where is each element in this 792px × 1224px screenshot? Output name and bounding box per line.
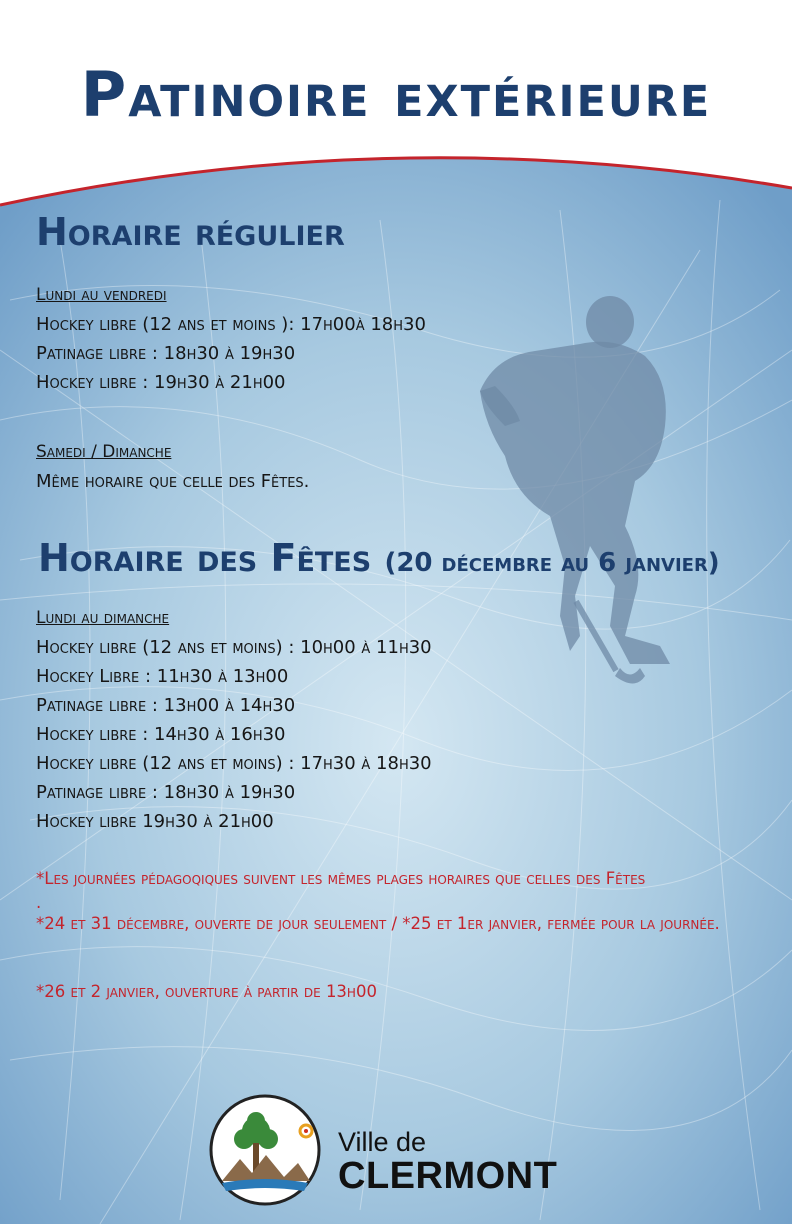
schedule-line: Hockey libre : 14h30 à 16h30 bbox=[36, 724, 286, 745]
note-pedagogic-days: *Les journées pédagoqiques suivent les mêmes plages horaires que celles des Fêtes bbox=[36, 869, 646, 888]
weekend-schedule bbox=[36, 438, 309, 496]
schedule-line: Même horaire que celle des Fêtes. bbox=[36, 471, 310, 492]
page-title: Patinoire extérieure bbox=[80, 58, 712, 131]
schedule-line: Hockey libre 19h30 à 21h00 bbox=[36, 811, 274, 832]
holiday-dates: (20 décembre au 6 janvier) bbox=[384, 548, 720, 578]
holiday-schedule-heading bbox=[38, 536, 720, 580]
note-january-opening: *26 et 2 janvier, ouverture à partir de 13h00 bbox=[36, 982, 377, 1001]
logo-text-clermont: CLERMONT bbox=[338, 1155, 558, 1197]
schedule-line: Hockey libre (12 ans et moins) : 17h30 à 18h30 bbox=[36, 753, 432, 774]
note-dot: . bbox=[36, 893, 42, 912]
schedule-line: Hockey libre : 19h30 à 21h00 bbox=[36, 372, 286, 393]
holiday-days-label: Lundi au dimanche bbox=[36, 608, 170, 628]
note-december-closures: *24 et 31 décembre, ouverte de jour seulement / *25 et 1er janvier, fermée pour la journée. bbox=[36, 914, 720, 933]
weekday-schedule bbox=[36, 281, 426, 397]
schedule-line: Hockey libre (12 ans et moins ): 17h00à 18h30 bbox=[36, 314, 426, 335]
schedule-line: Patinage libre : 13h00 à 14h30 bbox=[36, 695, 296, 716]
clermont-logo-emblem bbox=[208, 1093, 322, 1207]
regular-schedule-heading: Horaire régulier bbox=[36, 210, 345, 254]
holiday-heading-text: Horaire des Fêtes bbox=[38, 536, 372, 580]
hockey-player-silhouette bbox=[475, 296, 685, 694]
logo-text-ville-de: Ville de bbox=[338, 1127, 427, 1157]
schedule-line: Patinage libre : 18h30 à 19h30 bbox=[36, 782, 296, 803]
holiday-schedule bbox=[36, 604, 432, 836]
schedule-line: Hockey libre (12 ans et moins) : 10h00 à 11h30 bbox=[36, 637, 432, 658]
weekend-label: Samedi / Dimanche bbox=[36, 442, 172, 462]
schedule-line: Hockey Libre : 11h30 à 13h00 bbox=[36, 666, 289, 687]
schedule-line: Patinage libre : 18h30 à 19h30 bbox=[36, 343, 296, 364]
weekday-label: Lundi au vendredi bbox=[36, 285, 167, 305]
